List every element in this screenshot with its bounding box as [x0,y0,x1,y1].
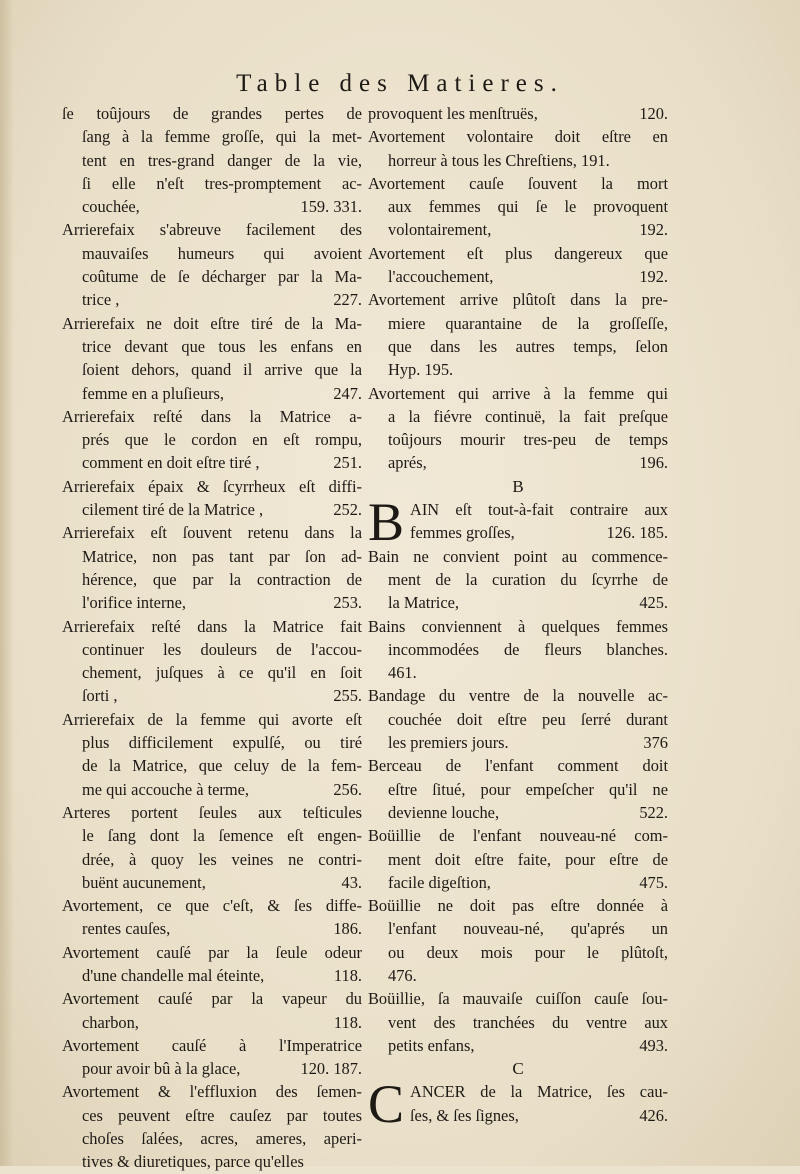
entry-line: tent en tres-grand danger de la vie, [82,150,362,170]
index-entry [62,941,362,988]
index-entry [62,218,362,311]
index-entry [368,824,668,894]
entry-line: miere quarantaine de la groſſeſſe, [388,313,668,333]
entry-line: Arrierefaix de la femme qui avorte eſt [62,709,362,729]
entry-line: ment doit eſtre faite, pour eſtre de [388,849,668,869]
entry-line: l'accouchement, 192. [388,267,668,287]
entry-line: Arrierefaix reſté dans la Matrice fait [62,616,362,636]
entry-line: Avortement cauſe ſouvent la mort [368,173,668,193]
index-entry [62,312,362,405]
entry-line: volontairement, 192. [388,220,668,240]
index-entry [62,1034,362,1081]
entry-line: Boüillie de l'enfant nouveau-né com- [368,826,668,846]
entry-line: hérence, que par la contraction de [82,569,362,589]
entry-line: Arrierefaix s'abreuve facilement des [62,220,362,240]
index-entry [368,102,668,125]
entry-line: continuer les douleurs de l'accou- [82,639,362,659]
entry-line: l'orifice interne, 253. [82,593,362,613]
drop-cap: C [368,1074,405,1135]
entry-line: drée, à quoy les veines ne contri- [82,849,362,869]
entry-line: trice devant que tous les enfans en [82,336,362,356]
entry-line: trice , 227. [82,290,362,310]
entry-line: petits enfans, 493. [388,1035,668,1055]
section-letter-b: B [512,476,524,496]
index-entry [368,894,668,987]
entry-line: femmes groſſes, 126. 185. [410,523,668,543]
entry-line: de la Matrice, que celuy de la fem- [82,756,362,776]
entry-line: Hyp. 195. [388,360,454,380]
index-entry [368,545,668,615]
entry-line: Avortement & l'effluxion des ſemen- [62,1082,362,1102]
index-entry [368,382,668,475]
index-entry [368,987,668,1057]
right-column [368,102,668,1135]
entry-line: Boüillie, ſa mauvaiſe cuiſſon cauſe ſou- [368,989,668,1009]
index-entry [368,125,668,172]
entry-line: ANCER de la Matrice, ſes cau- [410,1082,668,1102]
index-entry [62,475,362,522]
entry-line: provoquent les menſtruës, 120. [368,104,668,123]
index-entry [368,754,668,824]
entry-line: chement, juſques à ce qu'il en ſoit [82,663,362,683]
entry-line: cilement tiré de la Matrice , 252. [82,500,362,520]
entry-line: Arteres portent ſeules aux teſticules [62,802,362,822]
index-entry [368,1074,668,1135]
index-entry [62,801,362,894]
entry-line: eſtre ſitué, pour empeſcher qu'il ne [388,779,668,799]
entry-line: Avortement qui arrive à la femme qui [368,383,668,403]
entry-line: prés que le cordon en eſt rompu, [82,430,362,450]
entry-line: Avortement cauſé par la vapeur du [62,989,362,1009]
entry-line: ſoient dehors, quand il arrive que la [82,360,362,380]
entry-line: couchée doit eſtre peu ſerré durant [388,709,668,729]
entry-line: tives & diuretiques, parce qu'elles [82,1152,304,1172]
index-entry [368,492,668,553]
index-entry [62,1080,362,1173]
index-entry [62,521,362,614]
section-letter-c: C [512,1059,524,1079]
entry-line: d'une chandelle mal éteinte, 118. [82,965,362,985]
entry-line: charbon, 118. [82,1012,362,1032]
entry-line: comment en doit eſtre tiré , 251. [82,453,362,473]
entry-line: les premiers jours. 376 [388,733,668,753]
entry-line: ſang à la femme groſſe, qui la met- [82,127,362,147]
entry-line: ces peuvent eſtre cauſez par toutes [82,1105,362,1125]
entry-line: facile digeſtion, 475. [388,872,668,892]
entry-line: la Matrice, 425. [388,593,668,613]
entry-line: pour avoir bû à la glace, 120. 187. [82,1059,362,1079]
entry-line: mauvaiſes humeurs qui avoient [82,243,362,263]
entry-line: 461. [388,663,417,683]
entry-line: ment de la curation du ſcyrrhe de [388,569,668,589]
drop-cap: B [368,492,405,553]
entry-line: plus difficilement expulſé, ou tiré [82,733,362,753]
index-entry [368,684,668,754]
index-entry [368,242,668,289]
entry-line: ou deux mois pour le plûtoſt, [388,942,668,962]
entry-line: Bandage du ventre de la nouvelle ac- [368,686,668,706]
entry-line: me qui accouche à terme, 256. [82,779,362,799]
index-entry [368,615,668,685]
entry-line: couchée, 159. 331. [82,197,362,217]
entry-line: ſorti , 255. [82,686,362,706]
entry-line: femme en a pluſieurs, 247. [82,383,362,403]
index-entry [62,615,362,708]
entry-line: AIN eſt tout-à-fait contraire aux [410,500,668,520]
index-entry [368,172,668,242]
entry-line: que dans les autres temps, ſelon [388,336,668,356]
entry-line: incommodées de fleurs blanches. [388,639,668,659]
entry-line: Bains conviennent à quelques femmes [368,616,668,636]
index-entry [62,708,362,801]
index-entry [62,102,362,218]
entry-line: ſes, & ſes ſignes, 426. [410,1105,668,1125]
index-entry [62,894,362,941]
entry-line: Arrierefaix eſt ſouvent retenu dans la [62,523,362,543]
entry-line: ſi elle n'eſt tres-promptement ac- [82,173,362,193]
entry-line: aux femmes qui ſe le provoquent [388,197,668,217]
entry-line: Matrice, non pas tant par ſon ad- [82,546,362,566]
entry-line: le ſang dont la ſemence eſt engen- [82,826,362,846]
entry-line: a la fiévre continuë, la fait preſque [388,406,668,426]
entry-line: horreur à tous les Chreſtiens, 191. [388,150,610,170]
entry-line: buënt aucunement, 43. [82,872,362,892]
entry-line: ſe toûjours de grandes pertes de [62,104,362,123]
entry-line: devienne louche, 522. [388,802,668,822]
entry-line: Arrierefaix ne doit eſtre tiré de la Ma- [62,313,362,333]
entry-line: rentes cauſes, 186. [82,919,362,939]
entry-line: Avortement, ce que c'eſt, & ſes diffe- [62,896,362,916]
entry-line: vent des tranchées du ventre aux [388,1012,668,1032]
entry-line: Avortement eſt plus dangereux que [368,243,668,263]
entry-line: Boüillie ne doit pas eſtre donnée à [368,896,668,916]
entry-line: aprés, 196. [388,453,668,473]
entry-line: Avortement arrive plûtoſt dans la pre- [368,290,668,310]
entry-line: 476. [388,965,417,985]
page-edge [0,0,14,1166]
entry-line: Avortement cauſé à l'Imperatrice [62,1035,362,1055]
index-entry [62,405,362,475]
entry-line: Arrierefaix épaix & ſcyrrheux eſt diffi- [62,476,362,496]
index-entry [368,288,668,381]
page-header: Table des Matieres. [236,70,564,97]
entry-line: coûtume de ſe décharger par la Ma- [82,267,362,287]
entry-line: Avortement volontaire doit eſtre en [368,127,668,147]
entry-line: l'enfant nouveau-né, qu'aprés un [388,919,668,939]
entry-line: choſes ſalées, acres, ameres, aperi- [82,1129,362,1149]
entry-line: toûjours mourir tres-peu de temps [388,430,668,450]
entry-line: Bain ne convient point au commence- [368,546,668,566]
entry-line: Avortement cauſé par la ſeule odeur [62,942,362,962]
entry-line: Berceau de l'enfant comment doit [368,756,668,776]
left-column [62,102,362,1174]
index-entry [62,987,362,1034]
entry-line: Arrierefaix reſté dans la Matrice a- [62,406,362,426]
